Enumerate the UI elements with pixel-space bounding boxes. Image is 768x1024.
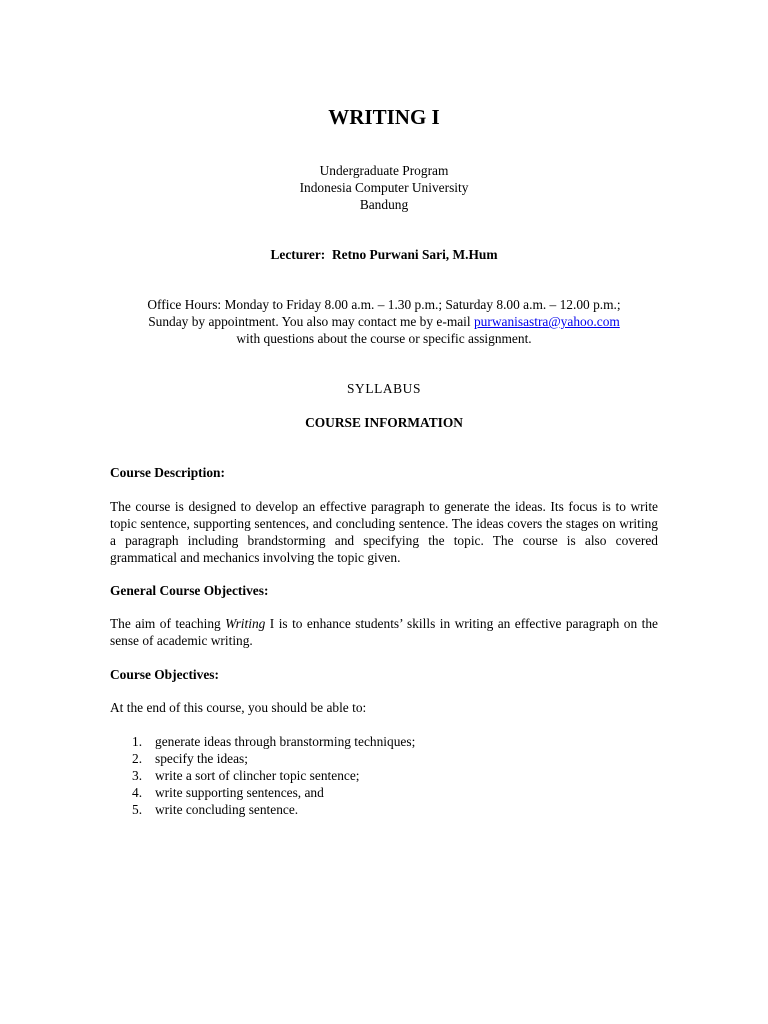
list-item-number: 1.: [132, 734, 143, 749]
institution-block: [110, 162, 658, 213]
course-objectives-intro: At the end of this course, you should be able to:: [110, 700, 367, 715]
list-item-number: 5.: [132, 802, 143, 817]
list-item: [110, 767, 658, 784]
list-item-text: write a sort of clincher topic sentence;: [155, 768, 360, 783]
list-item: [110, 750, 658, 767]
document-title: WRITING I: [328, 105, 440, 129]
office-hours-block: [110, 296, 658, 347]
list-item: [110, 784, 658, 801]
program-name: Undergraduate Program: [319, 163, 449, 178]
contact-note: with questions about the course or specific assignment.: [236, 331, 532, 346]
lecturer-name: Retno Purwani Sari, M.Hum: [331, 247, 498, 262]
syllabus-heading: SYLLABUS: [347, 381, 421, 396]
course-objectives-heading: Course Objectives:: [110, 667, 219, 682]
email-link[interactable]: purwanisastra@yahoo.com: [473, 314, 620, 329]
office-hours-line: Office Hours: Monday to Friday 8.00 a.m. – 1.30 p.m.; Saturday 8.00 a.m. – 12.00 p.m.;: [147, 297, 621, 312]
general-objectives-heading: General Course Objectives:: [110, 583, 269, 598]
list-item-text: specify the ideas;: [155, 751, 248, 766]
course-description-text: The course is designed to develop an effective paragraph to generate the ideas. Its focus is to write topic sentence, supporting sentences, and concluding sentence. The ideas covers the stages on writing a paragraph including brandstorming and specifying the topic. The course is also covered grammatical and mechanics involving the topic given.: [110, 499, 658, 565]
lecturer-label: Lecturer:: [270, 247, 326, 262]
list-item: [110, 733, 658, 750]
list-item-text: write supporting sentences, and: [155, 785, 324, 800]
lecturer-line: [110, 246, 658, 263]
city-name: Bandung: [359, 197, 409, 212]
list-item-number: 4.: [132, 785, 143, 800]
contact-line: [110, 313, 658, 330]
objectives-list: [110, 733, 658, 818]
general-objectives-text-end: I is to enhance students’ skills in writing an effective paragraph on the sense of academic writing.: [110, 616, 658, 648]
list-item-text: write concluding sentence.: [155, 802, 299, 817]
course-description-heading: Course Description:: [110, 465, 225, 480]
course-name-italic: Writing: [225, 616, 266, 631]
contact-text: Sunday by appointment. You also may contact me by e-mail: [148, 314, 474, 329]
university-name: Indonesia Computer University: [299, 180, 469, 195]
list-item-number: 2.: [132, 751, 143, 766]
general-objectives-text: [110, 615, 658, 649]
list-item-number: 3.: [132, 768, 143, 783]
course-information-heading: COURSE INFORMATION: [305, 415, 463, 430]
list-item: [110, 801, 658, 818]
list-item-text: generate ideas through branstorming techniques;: [155, 734, 416, 749]
general-objectives-text-start: The aim of teaching: [110, 616, 226, 631]
